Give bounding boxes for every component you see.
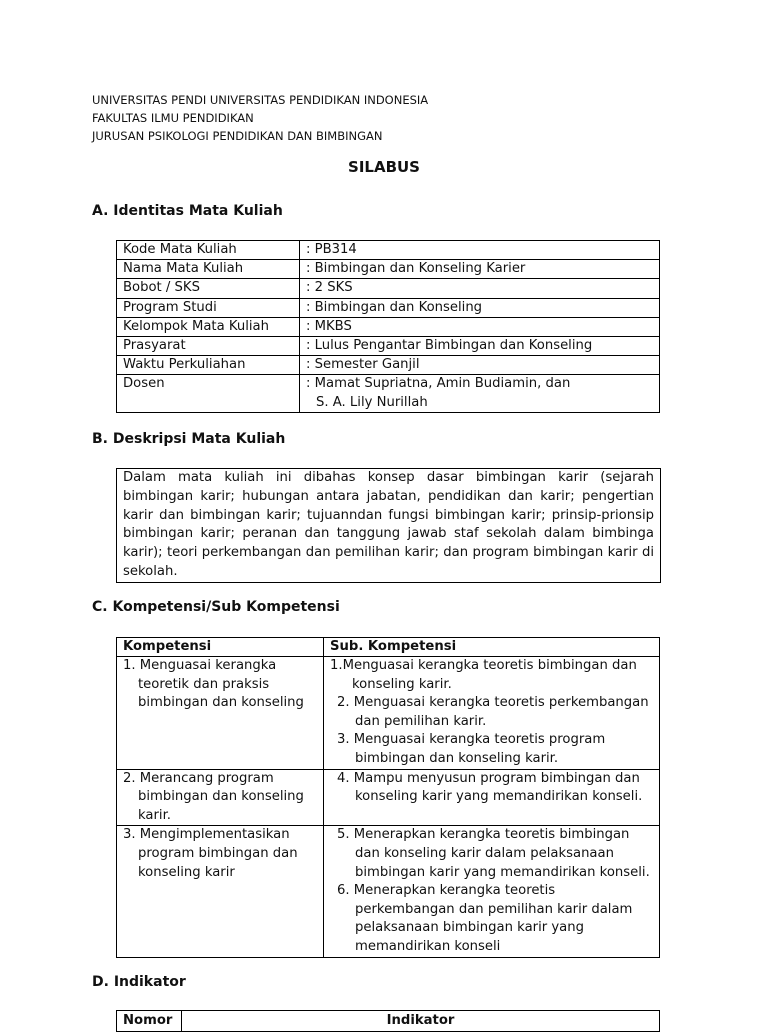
page-title: SILABUS xyxy=(348,158,420,176)
identitas-table xyxy=(116,240,660,413)
identitas-value: : MKBS xyxy=(300,317,660,336)
sub-kompetensi-item: 6. Menerapkan kerangka teoretis perkembangan dan pemilihan karir dalam pelaksanaan bimbingan karir yang memandirikan konseli xyxy=(337,883,633,954)
table-row xyxy=(117,356,660,375)
identitas-value xyxy=(300,375,660,412)
identitas-key: Program Studi xyxy=(117,298,300,317)
identitas-key: Waktu Perkuliahan xyxy=(117,356,300,375)
table-row xyxy=(117,279,660,298)
identitas-value: : PB314 xyxy=(300,241,660,260)
table-row xyxy=(117,317,660,336)
kompetensi-header: Kompetensi xyxy=(117,638,324,657)
indikator-header: Indikator xyxy=(182,1011,660,1032)
table-header-row xyxy=(117,638,660,657)
institution-header xyxy=(92,91,428,145)
identitas-key: Bobot / SKS xyxy=(117,279,300,298)
table-row xyxy=(117,769,660,826)
kompetensi-cell: 3. Mengimplementasikan program bimbingan dan konseling karir xyxy=(123,827,298,880)
dosen-line-1: : Mamat Supriatna, Amin Budiamin, dan xyxy=(306,376,571,392)
sub-kompetensi-item: 3. Menguasai kerangka teoretis program bimbingan dan konseling karir. xyxy=(337,732,606,766)
identitas-key: Prasyarat xyxy=(117,337,300,356)
university-name: UNIVERSITAS PENDI UNIVERSITAS PENDIDIKAN INDONESIA xyxy=(92,93,429,107)
sub-kompetensi-item: 5. Menerapkan kerangka teoretis bimbingan dan konseling karir dalam pelaksanaan bimbingan karir yang memandirikan konseli. xyxy=(337,827,650,880)
department-name: JURUSAN PSIKOLOGI PENDIDIKAN DAN BIMBINGAN xyxy=(92,129,383,143)
nomor-header: Nomor xyxy=(117,1011,182,1032)
table-row xyxy=(117,337,660,356)
table-header-row xyxy=(117,1011,660,1032)
table-row xyxy=(117,375,660,412)
faculty-name: FAKULTAS ILMU PENDIDIKAN xyxy=(92,111,254,125)
identitas-key: Dosen xyxy=(117,375,300,412)
table-row xyxy=(117,298,660,317)
identitas-key: Nama Mata Kuliah xyxy=(117,260,300,279)
section-c-heading: C. Kompetensi/Sub Kompetensi xyxy=(92,599,340,615)
sub-kompetensi-header: Sub. Kompetensi xyxy=(324,638,660,657)
table-row xyxy=(117,826,660,957)
section-d-heading: D. Indikator xyxy=(92,974,186,990)
table-row xyxy=(117,260,660,279)
section-a-heading: A. Identitas Mata Kuliah xyxy=(92,203,283,219)
kompetensi-table xyxy=(116,637,660,958)
kompetensi-cell: 1. Menguasai kerangka teoretik dan praksis bimbingan dan konseling xyxy=(123,658,304,711)
identitas-key: Kelompok Mata Kuliah xyxy=(117,317,300,336)
sub-kompetensi-item: 4. Mampu menyusun program bimbingan dan konseling karir yang memandirikan konseli. xyxy=(337,770,643,805)
sub-kompetensi-item: 1.Menguasai kerangka teoretis bimbingan dan konseling karir. xyxy=(330,658,637,692)
table-row xyxy=(117,657,660,770)
sub-kompetensi-item: 2. Menguasai kerangka teoretis perkembangan dan pemilihan karir. xyxy=(337,695,649,729)
identitas-value: : Lulus Pengantar Bimbingan dan Konseling xyxy=(300,337,660,356)
identitas-value: : Bimbingan dan Konseling Karier xyxy=(300,260,660,279)
deskripsi-box: Dalam mata kuliah ini dibahas konsep dasar bimbingan karir (sejarah bimbingan karir; hubungan antara jabatan, pendidikan dan karir; pengertian karir dan bimbingan karir; tujuanndan fungsi bimbingan karir; prinsip-prionsip bimbingan karir; peranan dan tanggung jawab staf sekolah dalam bimbinga karir); teori perkembangan dan pemilihan karir; dan program bimbingan karir di sekolah. xyxy=(116,468,661,583)
identitas-value: : Semester Ganjil xyxy=(300,356,660,375)
dosen-line-2: S. A. Lily Nurillah xyxy=(316,394,428,410)
section-b-heading: B. Deskripsi Mata Kuliah xyxy=(92,431,286,447)
kompetensi-cell: 2. Merancang program bimbingan dan konseling karir. xyxy=(123,770,304,823)
indikator-table xyxy=(116,1010,660,1032)
table-row xyxy=(117,241,660,260)
identitas-key: Kode Mata Kuliah xyxy=(117,241,300,260)
identitas-value: : 2 SKS xyxy=(300,279,660,298)
identitas-value: : Bimbingan dan Konseling xyxy=(300,298,660,317)
